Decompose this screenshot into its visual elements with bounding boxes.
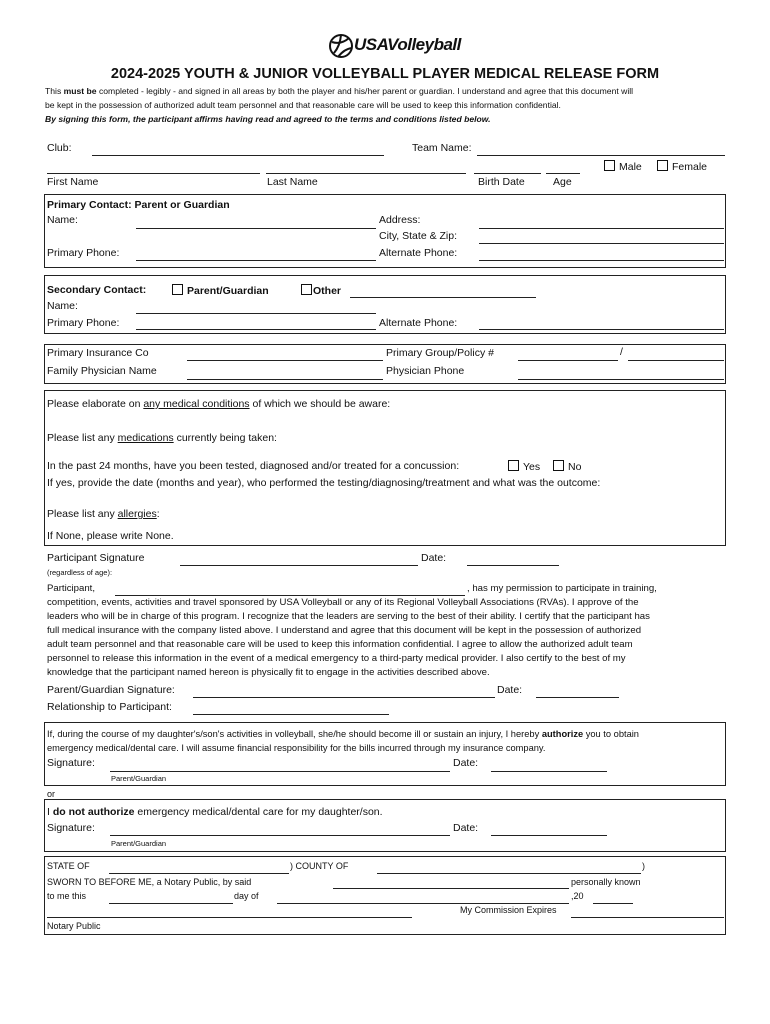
volleyball-icon	[328, 33, 354, 59]
birth-date-input[interactable]	[474, 173, 541, 174]
year-input[interactable]	[593, 903, 633, 904]
authorize-signature-input[interactable]	[110, 771, 450, 772]
parent-date-input[interactable]	[536, 697, 619, 698]
medical-conditions-prompt[interactable]: Please elaborate on any medical conditions of which we should be aware:	[47, 398, 391, 410]
authorize-date-label: Date:	[453, 757, 479, 769]
participant-date-input[interactable]	[467, 565, 559, 566]
authorize-signature-label: Signature:	[47, 757, 95, 769]
male-checkbox[interactable]: Male	[604, 160, 642, 173]
sworn-label: SWORN TO BEFORE ME, a Notary Public, by said	[47, 877, 252, 887]
secondary-name-input[interactable]	[136, 313, 376, 314]
permission-line-5: adult team personnel and that reasonable care will be used to keep this information confidential. I agree to allow the authorized adult team	[47, 639, 633, 650]
physician-label: Family Physician Name	[47, 365, 157, 377]
club-input[interactable]	[92, 155, 384, 156]
not-authorize-signature-input[interactable]	[110, 835, 450, 836]
insurance-co-input[interactable]	[187, 360, 383, 361]
regardless-of-age-note: (regardless of age):	[47, 568, 113, 577]
physician-phone-label: Physician Phone	[386, 365, 465, 377]
city-state-zip-input[interactable]	[479, 243, 724, 244]
authorize-parent-guardian-note: Parent/Guardian	[111, 774, 167, 783]
slash-separator: /	[620, 346, 623, 358]
secondary-phone-label: Primary Phone:	[47, 317, 120, 329]
notary-section	[44, 856, 726, 935]
parent-signature-label: Parent/Guardian Signature:	[47, 684, 175, 696]
allergies-prompt[interactable]: Please list any allergies:	[47, 508, 160, 520]
permission-line-7: knowledge that the participant named hereon is physically fit to engage in the activities described above.	[47, 667, 490, 678]
first-name-input[interactable]	[47, 173, 260, 174]
age-label: Age	[553, 176, 572, 188]
parent-date-label: Date:	[497, 684, 523, 696]
team-name-input[interactable]	[477, 155, 725, 156]
usa-volleyball-logo	[328, 33, 461, 59]
concussion-yes-checkbox[interactable]: Yes	[508, 460, 540, 473]
notary-public-label: Notary Public	[47, 921, 101, 931]
permission-line-3: leaders who will be in charge of this program. I recognize that the leaders are serving to the best of their ability. I certify that the participant has	[47, 611, 650, 622]
group-policy-label: Primary Group/Policy #	[386, 347, 494, 359]
primary-contact-heading: Primary Contact: Parent or Guardian	[47, 199, 230, 211]
day-of-label: day of	[234, 891, 259, 901]
authorize-line-1: If, during the course of my daughter's/son's activities in volleyball, she/he should become ill or sustain an injury, I hereby authorize you to obtain	[47, 729, 639, 739]
city-state-zip-label: City, State & Zip:	[379, 230, 457, 242]
address-input[interactable]	[479, 228, 724, 229]
insurance-co-label: Primary Insurance Co	[47, 347, 149, 359]
month-input[interactable]	[277, 903, 569, 904]
not-authorize-date-input[interactable]	[491, 835, 607, 836]
permission-line-6: personnel to release this information in the event of a medical emergency to a third-party medical provider. I also certify to the best of my	[47, 653, 626, 664]
primary-name-label: Name:	[47, 214, 78, 226]
logo-text: USAVolleyball	[354, 35, 461, 54]
to-me-this-label: to me this	[47, 891, 87, 901]
relationship-label: Relationship to Participant:	[47, 701, 172, 713]
policy-number-input[interactable]	[628, 360, 724, 361]
county-close-paren: )	[642, 861, 645, 871]
page-title: 2024-2025 YOUTH & JUNIOR VOLLEYBALL PLAYER MEDICAL RELEASE FORM	[110, 66, 660, 82]
last-name-input[interactable]	[266, 173, 466, 174]
not-authorize-parent-guardian-note: Parent/Guardian	[111, 839, 167, 848]
concussion-details-prompt[interactable]: If yes, provide the date (months and year), who performed the testing/diagnosing/treatment and what was the outcome:	[47, 477, 601, 489]
group-number-input[interactable]	[518, 360, 618, 361]
intro-line-3: By signing this form, the participant affirms having read and agreed to the terms and conditions listed below.	[45, 114, 491, 124]
secondary-alt-phone-label: Alternate Phone:	[379, 317, 458, 329]
state-input[interactable]	[109, 873, 289, 874]
permission-line-4: full medical insurance with the company listed above. I understand and agree that this document will be kept in the possession of authorized	[47, 625, 642, 636]
participant-signature-input[interactable]	[180, 565, 418, 566]
primary-phone-label: Primary Phone:	[47, 247, 120, 259]
medications-prompt[interactable]: Please list any medications currently being taken:	[47, 432, 277, 444]
intro-line-1: This must be completed - legibly - and signed in all areas by both the player and his/her parent or guardian. I understand and agree that this document will	[45, 86, 634, 96]
club-label: Club:	[47, 142, 72, 154]
day-input[interactable]	[109, 903, 233, 904]
county-of-label: ) COUNTY OF	[290, 861, 349, 871]
participant-name-input[interactable]	[115, 595, 465, 596]
other-input[interactable]	[350, 297, 536, 298]
notary-signature-input[interactable]	[47, 917, 412, 918]
allergies-note: If None, please write None.	[47, 530, 174, 542]
secondary-phone-input[interactable]	[136, 329, 376, 330]
secondary-alt-phone-input[interactable]	[479, 329, 724, 330]
parent-guardian-checkbox[interactable]: Parent/Guardian	[172, 284, 269, 297]
address-label: Address:	[379, 214, 421, 226]
permission-participant-label: Participant,	[47, 583, 95, 594]
or-separator: or	[47, 789, 56, 799]
first-name-label: First Name	[47, 176, 99, 188]
parent-signature-input[interactable]	[193, 697, 495, 698]
concussion-no-checkbox[interactable]: No	[553, 460, 581, 473]
physician-phone-input[interactable]	[518, 379, 724, 380]
intro-line-2: be kept in the possession of authorized adult team personnel and that reasonable care will be used to keep this information confidential.	[45, 100, 561, 110]
concussion-question: In the past 24 months, have you been tested, diagnosed and/or treated for a concussion:	[47, 460, 460, 472]
authorize-line-2: emergency medical/dental care. I will assume financial responsibility for the bills incurred through my insurance company.	[47, 743, 546, 753]
secondary-contact-heading: Secondary Contact:	[47, 284, 147, 296]
commission-expires-label: My Commission Expires	[460, 905, 557, 915]
county-input[interactable]	[377, 873, 641, 874]
female-checkbox[interactable]: Female	[657, 160, 707, 173]
physician-input[interactable]	[187, 379, 383, 380]
participant-signature-label: Participant Signature	[47, 552, 145, 564]
year-prefix-label: ,20	[571, 891, 584, 901]
team-name-label: Team Name:	[412, 142, 472, 154]
last-name-label: Last Name	[267, 176, 318, 188]
personally-known-label: personally known	[571, 877, 641, 887]
other-checkbox[interactable]: Other	[301, 284, 341, 297]
permission-line-2: competition, events, activities and travel sponsored by USA Volleyball or any of its Regional Volleyball Associations (RVAs). I approve of the	[47, 597, 639, 608]
authorize-date-input[interactable]	[491, 771, 607, 772]
state-of-label: STATE OF	[47, 861, 90, 871]
not-authorize-date-label: Date:	[453, 822, 479, 834]
permission-line-1: , has my permission to participate in training,	[467, 583, 657, 594]
alternate-phone-input[interactable]	[479, 260, 724, 261]
primary-name-input[interactable]	[136, 228, 376, 229]
not-authorize-statement: I do not authorize emergency medical/dental care for my daughter/son.	[47, 806, 383, 818]
commission-expires-input[interactable]	[571, 917, 724, 918]
participant-date-label: Date:	[421, 552, 447, 564]
not-authorize-signature-label: Signature:	[47, 822, 95, 834]
alternate-phone-label: Alternate Phone:	[379, 247, 458, 259]
age-input[interactable]	[546, 173, 580, 174]
primary-phone-input[interactable]	[136, 260, 376, 261]
relationship-input[interactable]	[193, 714, 389, 715]
sworn-name-input[interactable]	[333, 888, 569, 889]
birth-date-label: Birth Date	[478, 176, 525, 188]
secondary-name-label: Name:	[47, 300, 78, 312]
